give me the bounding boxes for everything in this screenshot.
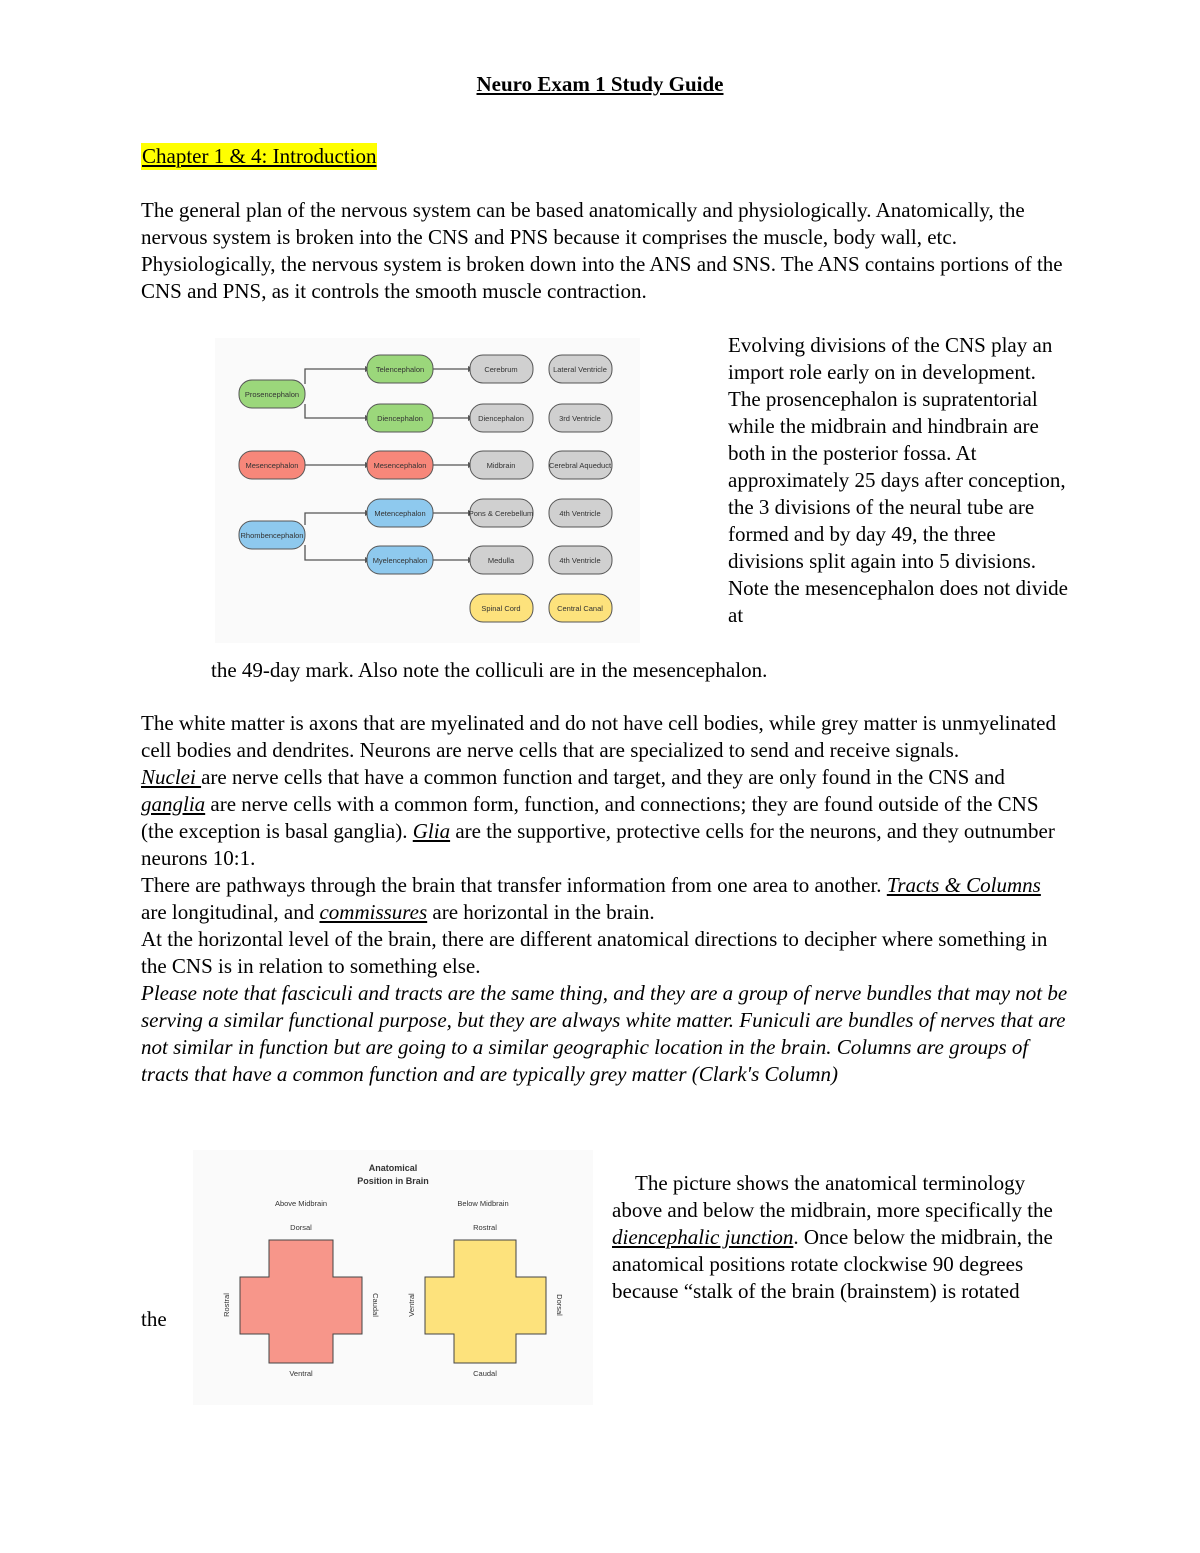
pathways-paragraph	[141, 872, 1071, 926]
secondary-label: Mesencephalon	[373, 461, 427, 470]
cavity-label: Central Canal	[557, 604, 603, 613]
pathways-text-2: are longitudinal, and	[141, 900, 320, 924]
adult-label: Cerebrum	[484, 365, 518, 374]
inline-word-the: the	[141, 1307, 167, 1331]
left-right-label: Caudal	[371, 1293, 380, 1317]
cavity-label: Cerebral Aqueduct	[548, 461, 612, 470]
anatomical-position-diagram	[193, 1150, 593, 1405]
figure2-title-line1: Anatomical	[368, 1163, 418, 1173]
cavity-label: 4th Ventricle	[559, 556, 601, 565]
below-midbrain-caption: Below Midbrain	[457, 1199, 509, 1208]
nuclei-text: are nerve cells that have a common function and target, and they are only found in the CNS and	[201, 765, 1005, 789]
primary-label: Rhombencephalon	[240, 531, 304, 540]
adult-label: Diencephalon	[478, 414, 524, 423]
page-title: Neuro Exam 1 Study Guide	[476, 72, 724, 96]
ganglia-text: are nerve cells with a common form, function, and connections; they are found outside of the CNS (the exception is basal ganglia).	[141, 792, 1039, 843]
left-bottom-label: Ventral	[289, 1369, 313, 1378]
nuclei-term: Nuclei	[141, 765, 202, 789]
tracts-term: Tracts & Columns	[886, 873, 1041, 897]
glia-term: Glia	[412, 819, 451, 843]
chapter-heading: Chapter 1 & 4: Introduction	[142, 144, 377, 168]
right-top-label: Rostral	[473, 1223, 497, 1232]
primary-label: Mesencephalon	[245, 461, 299, 470]
primary-label: Prosencephalon	[244, 390, 300, 399]
cavity-label: 3rd Ventricle	[559, 414, 601, 423]
right-right-label: Dorsal	[555, 1294, 564, 1316]
divisions-side-text: Evolving divisions of the CNS play an import role early on in development. The prosencephalon is supratentorial while the midbrain and hindbrain are both in the posterior fossa. At approximately 25 days after conception, the 3 divisions of the neural tube are formed and by day 49, the three divisions split again into 5 divisions. Note the mesencephalon does not divide at	[728, 333, 1068, 627]
commissures-term: commissures	[319, 900, 428, 924]
cns-divisions-diagram	[215, 338, 640, 643]
body-paragraphs	[141, 710, 1071, 1088]
white-matter-paragraph: The white matter is axons that are myelinated and do not have cell bodies, while grey matter is unmyelinated cell bodies and dendrites. Neurons are nerve cells that are specialized to send and receive signals.	[141, 711, 1056, 762]
glia-text: are the supportive, protective cells for the neurons, and they outnumber neurons 10:1.	[141, 819, 1055, 870]
nuclei-paragraph	[141, 764, 1071, 872]
left-left-label: Rostral	[222, 1293, 231, 1317]
picture-side-text	[612, 1170, 1060, 1305]
cavity-label: 4th Ventricle	[559, 509, 601, 518]
adult-label: Pons & Cerebellum	[468, 509, 534, 518]
adult-label: Medulla	[487, 556, 515, 565]
picture-text: The picture shows the anatomical terminology above and below the midbrain, more specifically the	[612, 1171, 1053, 1222]
divisions-tail-text: the 49-day mark. Also note the colliculi are in the mesencephalon.	[211, 658, 768, 682]
right-left-label: Ventral	[407, 1293, 416, 1317]
figure2-title-line2: Position in Brain	[357, 1176, 429, 1186]
italic-note: Please note that fasciculi and tracts are the same thing, and they are a group of nerve bundles that may not be serving a similar functional purpose, but they are always white matter. Funiculi are bundles of nerves that are not similar in function but are going to a similar geographic location in the brain. Columns are groups of tracts that have a common function and are typically grey matter (Clark's Column)	[141, 981, 1068, 1086]
horizontal-paragraph: At the horizontal level of the brain, there are different anatomical directions to decipher where something in the CNS is in relation to something else.	[141, 927, 1048, 978]
adult-label: Spinal Cord	[481, 604, 521, 613]
pathways-text-3: are horizontal in the brain.	[427, 900, 655, 924]
diencephalic-junction-term: diencephalic junction	[612, 1225, 794, 1249]
adult-label: Midbrain	[486, 461, 516, 470]
right-bottom-label: Caudal	[473, 1369, 497, 1378]
pathways-text: There are pathways through the brain that transfer information from one area to another.	[141, 873, 887, 897]
above-midbrain-caption: Above Midbrain	[274, 1199, 328, 1208]
secondary-label: Telencephalon	[375, 365, 425, 374]
left-top-label: Dorsal	[290, 1223, 312, 1232]
intro-paragraph: The general plan of the nervous system can be based anatomically and physiologically. Anatomically, the nervous system is broken into the CNS and PNS because it comprises the muscle, body wall, etc. Physiologically, the nervous system is broken down into the ANS and SNS. The ANS contains portions of the CNS and PNS, as it controls the smooth muscle contraction.	[141, 198, 1063, 303]
secondary-label: Diencephalon	[377, 414, 423, 423]
secondary-label: Myelencephalon	[372, 556, 428, 565]
ganglia-term: ganglia	[141, 792, 206, 816]
picture-text-2: . Once below the midbrain, the anatomical positions rotate clockwise 90 degrees because “stalk of the brain (brainstem) is rotated	[612, 1225, 1053, 1303]
cavity-label: Lateral Ventricle	[553, 365, 607, 374]
secondary-label: Metencephalon	[374, 509, 426, 518]
